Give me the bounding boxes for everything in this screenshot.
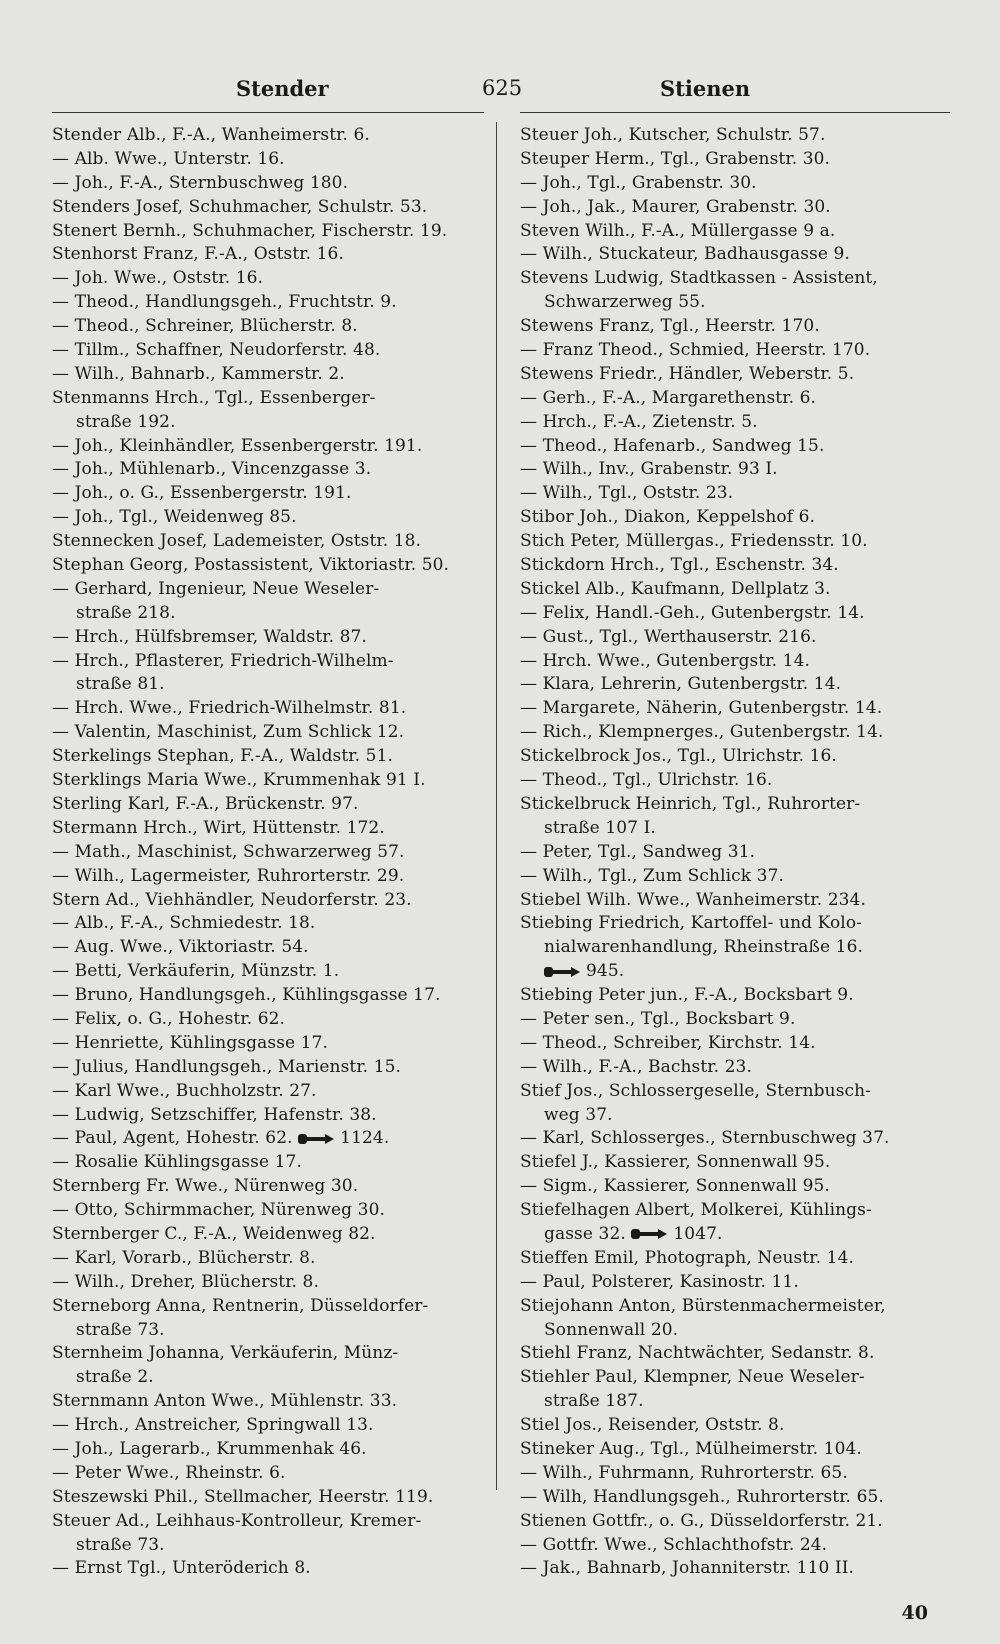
entry-text: Sternberger C., F.-A., Weidenweg 82. xyxy=(52,1223,376,1244)
directory-entry xyxy=(520,1271,952,1295)
directory-entry xyxy=(520,1032,952,1056)
entry-text: — Gerhard, Ingenieur, Neue Weseler- xyxy=(52,578,380,599)
directory-entry xyxy=(52,626,484,650)
directory-entry xyxy=(520,506,952,530)
directory-entry xyxy=(52,578,484,602)
entry-text: Stiefel J., Kassierer, Sonnenwall 95. xyxy=(520,1152,831,1173)
directory-entry xyxy=(52,220,484,244)
entry-text: — Wilh., Tgl., Oststr. 23. xyxy=(520,483,734,504)
entry-text: — Otto, Schirmmacher, Nürenweg 30. xyxy=(52,1200,385,1221)
entry-text: — Wilh., Dreher, Blücherstr. 8. xyxy=(52,1271,319,1292)
entry-text: — Alb., F.-A., Schmiedestr. 18. xyxy=(52,913,316,934)
directory-entry xyxy=(52,482,484,506)
entry-text: — Julius, Handlungsgeh., Marienstr. 15. xyxy=(52,1056,402,1077)
entry-text: — Joh., Tgl., Grabenstr. 30. xyxy=(520,172,757,193)
entry-text: — Karl Wwe., Buchholzstr. 27. xyxy=(52,1080,317,1101)
entry-text: Stiebing Friedrich, Kartoffel- und Kolo- xyxy=(520,913,863,934)
directory-entry xyxy=(520,1534,952,1558)
entry-text: Stewens Friedr., Händler, Weberstr. 5. xyxy=(520,363,855,384)
entry-text: Stenhorst Franz, F.-A., Oststr. 16. xyxy=(52,244,344,265)
entry-text: — Rich., Klempnerges., Gutenbergstr. 14. xyxy=(520,722,884,743)
directory-entry xyxy=(52,889,484,913)
entry-text: Stenert Bernh., Schuhmacher, Fischerstr. 19. xyxy=(52,220,448,241)
entry-text: — Hrch., Pflasterer, Friedrich-Wilhelm- xyxy=(52,650,394,671)
directory-entry xyxy=(52,339,484,363)
directory-entry xyxy=(52,435,484,459)
directory-entry xyxy=(520,1462,952,1486)
entry-text: straße 81. xyxy=(76,674,165,695)
directory-entry xyxy=(520,315,952,339)
telephone-number: 945. xyxy=(586,961,625,982)
directory-entry xyxy=(520,196,952,220)
entry-text: Stickel Alb., Kaufmann, Dellplatz 3. xyxy=(520,578,831,599)
entry-text: Stickelbruck Heinrich, Tgl., Ruhrorter- xyxy=(520,793,861,814)
directory-entry xyxy=(520,1366,952,1390)
entry-text: Stenmanns Hrch., Tgl., Essenberger- xyxy=(52,387,376,408)
directory-entry xyxy=(52,1462,484,1486)
directory-entry xyxy=(520,1080,952,1104)
directory-entry xyxy=(520,339,952,363)
entry-text: Stiefelhagen Albert, Molkerei, Kühlings- xyxy=(520,1200,872,1221)
directory-entry xyxy=(52,458,484,482)
entry-text: — Wilh., Lagermeister, Ruhrorterstr. 29. xyxy=(52,865,405,886)
directory-entry xyxy=(52,554,484,578)
directory-entry xyxy=(52,602,484,626)
entry-text: Stern Ad., Viehhändler, Neudorferstr. 23. xyxy=(52,889,412,910)
directory-entry xyxy=(52,1295,484,1319)
entry-text: — Wilh., Inv., Grabenstr. 93 I. xyxy=(520,459,778,480)
directory-entry xyxy=(52,1247,484,1271)
right-column xyxy=(520,124,952,1581)
directory-entry xyxy=(520,1438,952,1462)
directory-entry xyxy=(520,626,952,650)
directory-entry xyxy=(520,124,952,148)
entry-text: — Joh., Lagerarb., Krummenhak 46. xyxy=(52,1438,367,1459)
entry-text: — Henriette, Kühlingsgasse 17. xyxy=(52,1032,329,1053)
directory-entry xyxy=(52,1390,484,1414)
directory-entry xyxy=(52,172,484,196)
entry-text: — Hrch. Wwe., Gutenbergstr. 14. xyxy=(520,650,811,671)
entry-text: Stiehler Paul, Klempner, Neue Weseler- xyxy=(520,1367,865,1388)
directory-entry xyxy=(520,291,952,315)
entry-text: — Ludwig, Setzschiffer, Hafenstr. 38. xyxy=(52,1104,377,1125)
entry-text: Stenders Josef, Schuhmacher, Schulstr. 53. xyxy=(52,196,428,217)
directory-entry xyxy=(52,411,484,435)
directory-entry xyxy=(520,1151,952,1175)
entry-text: — Paul, Polsterer, Kasinostr. 11. xyxy=(520,1271,799,1292)
entry-text: Stephan Georg, Postassistent, Viktoriastr. 50. xyxy=(52,555,450,576)
entry-text: — Wilh., Bahnarb., Kammerstr. 2. xyxy=(52,363,345,384)
entry-text: — Peter Wwe., Rheinstr. 6. xyxy=(52,1462,286,1483)
entry-text: — Rosalie Kühlingsgasse 17. xyxy=(52,1152,302,1173)
entry-text: — Theod., Tgl., Ulrichstr. 16. xyxy=(520,770,773,791)
directory-entry xyxy=(52,530,484,554)
directory-entry xyxy=(52,243,484,267)
directory-entry xyxy=(520,1319,952,1343)
entry-text: straße 192. xyxy=(76,411,176,432)
directory-entry xyxy=(52,960,484,984)
entry-text: Schwarzerweg 55. xyxy=(544,292,706,313)
entry-text: — Joh., F.-A., Sternbuschweg 180. xyxy=(52,172,349,193)
directory-entry xyxy=(52,1032,484,1056)
directory-entry xyxy=(520,1247,952,1271)
directory-entry xyxy=(520,458,952,482)
entry-text: — Wilh., Tgl., Zum Schlick 37. xyxy=(520,865,785,886)
directory-entry xyxy=(52,936,484,960)
directory-entry xyxy=(52,1534,484,1558)
telephone-icon xyxy=(544,966,580,978)
directory-entry xyxy=(520,1175,952,1199)
directory-entry xyxy=(52,1486,484,1510)
directory-entry xyxy=(520,411,952,435)
directory-entry xyxy=(520,769,952,793)
directory-entry xyxy=(52,769,484,793)
directory-entry xyxy=(52,291,484,315)
directory-entry xyxy=(520,793,952,817)
entry-text: Steuer Joh., Kutscher, Schulstr. 57. xyxy=(520,125,826,145)
entry-text: — Theod., Hafenarb., Sandweg 15. xyxy=(520,435,825,456)
page-number: 625 xyxy=(482,76,523,100)
telephone-number: 1124. xyxy=(340,1128,390,1149)
directory-entry xyxy=(520,1127,952,1151)
entry-text: — Joh., Tgl., Weidenweg 85. xyxy=(52,507,297,528)
entry-text: — Joh., Jak., Maurer, Grabenstr. 30. xyxy=(520,196,831,217)
telephone-icon xyxy=(298,1133,334,1145)
entry-text: Stiehl Franz, Nachtwächter, Sedanstr. 8. xyxy=(520,1343,875,1364)
entry-text: — Wilh., Fuhrmann, Ruhrorterstr. 65. xyxy=(520,1462,848,1483)
entry-text: Stich Peter, Müllergas., Friedensstr. 10. xyxy=(520,531,868,552)
directory-entry xyxy=(52,1104,484,1128)
directory-entry xyxy=(520,243,952,267)
entry-text: — Sigm., Kassierer, Sonnenwall 95. xyxy=(520,1176,830,1197)
entry-text: Stienen Gottfr., o. G., Düsseldorferstr. 21. xyxy=(520,1510,883,1531)
entry-text: weg 37. xyxy=(544,1104,613,1125)
directory-entry xyxy=(52,793,484,817)
directory-entry xyxy=(520,220,952,244)
entry-text: — Wilh., Stuckateur, Badhausgasse 9. xyxy=(520,244,850,265)
directory-entry xyxy=(520,1223,952,1247)
directory-entry xyxy=(520,1342,952,1366)
directory-entry xyxy=(520,482,952,506)
directory-entry xyxy=(52,1414,484,1438)
entry-text: — Joh., Kleinhändler, Essenbergerstr. 191. xyxy=(52,435,423,456)
entry-text: nialwarenhandlung, Rheinstraße 16. xyxy=(544,937,863,958)
directory-entry xyxy=(520,650,952,674)
directory-entry xyxy=(52,387,484,411)
directory-entry xyxy=(520,984,952,1008)
directory-entry xyxy=(520,936,952,960)
directory-entry xyxy=(520,1199,952,1223)
entry-text: — Theod., Handlungsgeh., Fruchtstr. 9. xyxy=(52,292,397,313)
directory-entry xyxy=(52,817,484,841)
directory-entry xyxy=(520,267,952,291)
entry-text: — Hrch., Anstreicher, Springwall 13. xyxy=(52,1415,374,1436)
directory-entry xyxy=(52,865,484,889)
directory-entry xyxy=(520,889,952,913)
entry-text: — Karl, Schlosserges., Sternbuschweg 37. xyxy=(520,1128,890,1149)
entry-text: — Tillm., Schaffner, Neudorferstr. 48. xyxy=(52,340,381,361)
directory-entry xyxy=(52,745,484,769)
entry-text: Sterling Karl, F.-A., Brückenstr. 97. xyxy=(52,793,359,814)
directory-entry xyxy=(52,1008,484,1032)
directory-entry xyxy=(52,267,484,291)
directory-entry xyxy=(52,1366,484,1390)
directory-entry xyxy=(52,673,484,697)
directory-entry xyxy=(520,1510,952,1534)
directory-entry xyxy=(520,1414,952,1438)
entry-text: Sterklings Maria Wwe., Krummenhak 91 I. xyxy=(52,770,426,791)
directory-entry xyxy=(52,697,484,721)
directory-entry xyxy=(52,1438,484,1462)
entry-text: — Gerh., F.-A., Margarethenstr. 6. xyxy=(520,387,817,408)
entry-text: — Theod., Schreiner, Blücherstr. 8. xyxy=(52,316,358,337)
directory-entry xyxy=(52,1223,484,1247)
header-right-keyword: Stienen xyxy=(660,76,751,101)
entry-text: Stineker Aug., Tgl., Mülheimerstr. 104. xyxy=(520,1438,862,1459)
directory-entry xyxy=(520,1056,952,1080)
directory-entry xyxy=(52,721,484,745)
directory-entry xyxy=(520,721,952,745)
entry-text: Stiejohann Anton, Bürstenmachermeister, xyxy=(520,1295,886,1316)
entry-text: — Peter, Tgl., Sandweg 31. xyxy=(520,841,756,862)
directory-entry xyxy=(52,984,484,1008)
directory-entry xyxy=(520,602,952,626)
directory-entry xyxy=(52,1199,484,1223)
entry-text: — Gust., Tgl., Werthauserstr. 216. xyxy=(520,626,817,647)
entry-text: straße 107 I. xyxy=(544,817,656,838)
directory-entry xyxy=(52,124,484,148)
entry-text: straße 218. xyxy=(76,602,176,623)
directory-entry xyxy=(52,912,484,936)
directory-entry xyxy=(520,1104,952,1128)
directory-entry xyxy=(520,554,952,578)
header-left-keyword: Stender xyxy=(236,76,329,101)
directory-entry xyxy=(52,1510,484,1534)
entry-text: Sterneborg Anna, Rentnerin, Düsseldorfer- xyxy=(52,1295,429,1316)
entry-text: Stickdorn Hrch., Tgl., Eschenstr. 34. xyxy=(520,555,839,576)
entry-text: Stiebing Peter jun., F.-A., Bocksbart 9. xyxy=(520,985,854,1006)
entry-text: — Hrch., F.-A., Zietenstr. 5. xyxy=(520,411,758,432)
entry-text: — Gottfr. Wwe., Schlachthofstr. 24. xyxy=(520,1534,828,1555)
left-column xyxy=(52,124,484,1581)
entry-text: Stieffen Emil, Photograph, Neustr. 14. xyxy=(520,1247,854,1268)
directory-entry xyxy=(520,697,952,721)
directory-entry xyxy=(520,530,952,554)
telephone-icon xyxy=(631,1228,667,1240)
header-rule-right xyxy=(520,112,950,113)
entry-text: Steuer Ad., Leihhaus-Kontrolleur, Kremer- xyxy=(52,1510,422,1531)
entry-text: Stiebel Wilh. Wwe., Wanheimerstr. 234. xyxy=(520,889,866,910)
entry-text: — Paul, Agent, Hohestr. 62. xyxy=(52,1128,293,1149)
directory-entry xyxy=(52,1056,484,1080)
directory-entry xyxy=(520,1486,952,1510)
entry-text: Sonnenwall 20. xyxy=(544,1319,679,1340)
directory-entry xyxy=(520,363,952,387)
entry-text: Sternheim Johanna, Verkäuferin, Münz- xyxy=(52,1343,399,1364)
entry-text: — Peter sen., Tgl., Bocksbart 9. xyxy=(520,1008,796,1029)
directory-entry xyxy=(52,148,484,172)
entry-text: — Alb. Wwe., Unterstr. 16. xyxy=(52,148,285,169)
entry-text: Sternberg Fr. Wwe., Nürenweg 30. xyxy=(52,1176,359,1197)
entry-text: — Valentin, Maschinist, Zum Schlick 12. xyxy=(52,722,405,743)
directory-entry xyxy=(520,172,952,196)
entry-text: — Joh., o. G., Essenbergerstr. 191. xyxy=(52,483,352,504)
directory-entry xyxy=(520,817,952,841)
entry-text: straße 73. xyxy=(76,1534,165,1555)
entry-text: — Joh. Wwe., Oststr. 16. xyxy=(52,268,264,289)
directory-entry xyxy=(52,1151,484,1175)
entry-text: gasse 32. xyxy=(544,1223,626,1244)
entry-text: Sterkelings Stephan, F.-A., Waldstr. 51. xyxy=(52,746,394,767)
entry-text: — Theod., Schreiber, Kirchstr. 14. xyxy=(520,1032,816,1053)
entry-text: Stermann Hrch., Wirt, Hüttenstr. 172. xyxy=(52,817,385,838)
entry-text: — Math., Maschinist, Schwarzerweg 57. xyxy=(52,841,405,862)
column-divider xyxy=(496,122,497,1490)
signature-number: 40 xyxy=(901,1602,928,1624)
entry-text: — Aug. Wwe., Viktoriastr. 54. xyxy=(52,937,309,958)
entry-text: straße 187. xyxy=(544,1391,644,1412)
entry-text: Steuper Herm., Tgl., Grabenstr. 30. xyxy=(520,148,831,169)
entry-text: — Karl, Vorarb., Blücherstr. 8. xyxy=(52,1247,316,1268)
directory-entry xyxy=(520,960,952,984)
entry-text: — Ernst Tgl., Unteröderich 8. xyxy=(52,1558,311,1579)
entry-text: Steszewski Phil., Stellmacher, Heerstr. 119. xyxy=(52,1486,434,1507)
directory-entry xyxy=(52,315,484,339)
entry-text: Stiel Jos., Reisender, Oststr. 8. xyxy=(520,1415,785,1436)
entry-text: — Klara, Lehrerin, Gutenbergstr. 14. xyxy=(520,674,842,695)
entry-text: — Hrch. Wwe., Friedrich-Wilhelmstr. 81. xyxy=(52,698,407,719)
directory-entry xyxy=(520,745,952,769)
entry-text: Stickelbrock Jos., Tgl., Ulrichstr. 16. xyxy=(520,746,837,767)
directory-entry xyxy=(52,506,484,530)
directory-entry xyxy=(52,1080,484,1104)
entry-text: straße 2. xyxy=(76,1367,154,1388)
directory-entry xyxy=(52,841,484,865)
directory-entry xyxy=(520,912,952,936)
directory-entry xyxy=(52,1127,484,1151)
page-header xyxy=(0,66,1000,106)
entry-text: Stevens Ludwig, Stadtkassen - Assistent, xyxy=(520,268,878,289)
entry-text: Steven Wilh., F.-A., Müllergasse 9 a. xyxy=(520,220,836,241)
directory-entry xyxy=(520,1008,952,1032)
directory-entry xyxy=(52,1319,484,1343)
telephone-number: 1047. xyxy=(673,1223,723,1244)
entry-text: Stief Jos., Schlossergeselle, Sternbusch- xyxy=(520,1080,872,1101)
entry-text: straße 73. xyxy=(76,1319,165,1340)
entry-text: Stennecken Josef, Lademeister, Oststr. 18. xyxy=(52,531,422,552)
directory-entry xyxy=(52,1342,484,1366)
entry-text: — Jak., Bahnarb, Johanniterstr. 110 II. xyxy=(520,1558,855,1579)
directory-entry xyxy=(52,1175,484,1199)
directory-entry xyxy=(520,1295,952,1319)
header-rule-left xyxy=(52,112,484,113)
entry-text: Stibor Joh., Diakon, Keppelshof 6. xyxy=(520,507,816,528)
entry-text: Stewens Franz, Tgl., Heerstr. 170. xyxy=(520,316,820,337)
directory-entry xyxy=(520,148,952,172)
entry-text: — Hrch., Hülfsbremser, Waldstr. 87. xyxy=(52,626,367,647)
entry-text: — Bruno, Handlungsgeh., Kühlingsgasse 17. xyxy=(52,985,441,1006)
directory-entry xyxy=(520,435,952,459)
entry-text: — Joh., Mühlenarb., Vincenzgasse 3. xyxy=(52,459,372,480)
entry-text: — Wilh., F.-A., Bachstr. 23. xyxy=(520,1056,752,1077)
entry-text: — Margarete, Näherin, Gutenbergstr. 14. xyxy=(520,698,883,719)
directory-entry xyxy=(52,650,484,674)
directory-entry xyxy=(520,387,952,411)
directory-entry xyxy=(52,196,484,220)
directory-entry xyxy=(52,1557,484,1581)
entry-text: Stender Alb., F.-A., Wanheimerstr. 6. xyxy=(52,125,370,145)
entry-text: — Wilh, Handlungsgeh., Ruhrorterstr. 65. xyxy=(520,1486,884,1507)
entry-text: — Felix, Handl.-Geh., Gutenbergstr. 14. xyxy=(520,602,865,623)
entry-text: — Felix, o. G., Hohestr. 62. xyxy=(52,1008,286,1029)
entry-text: Sternmann Anton Wwe., Mühlenstr. 33. xyxy=(52,1391,398,1412)
directory-entry xyxy=(520,673,952,697)
directory-entry xyxy=(520,841,952,865)
entry-text: — Betti, Verkäuferin, Münzstr. 1. xyxy=(52,961,340,982)
directory-entry xyxy=(520,1390,952,1414)
directory-entry xyxy=(520,578,952,602)
directory-entry xyxy=(520,1557,952,1581)
entry-text: — Franz Theod., Schmied, Heerstr. 170. xyxy=(520,340,871,361)
directory-entry xyxy=(52,363,484,387)
directory-entry xyxy=(520,865,952,889)
directory-entry xyxy=(52,1271,484,1295)
